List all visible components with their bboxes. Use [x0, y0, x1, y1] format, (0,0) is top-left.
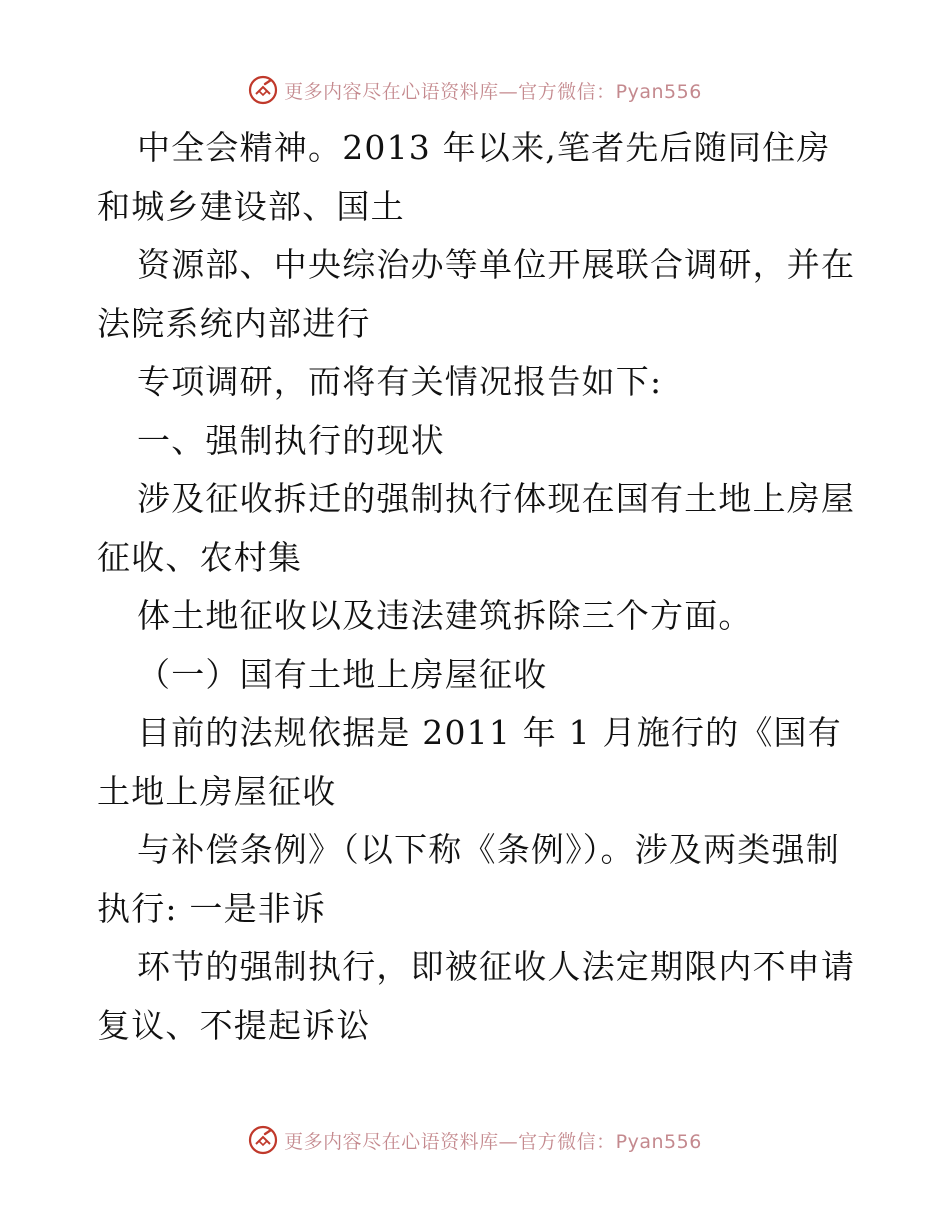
- red-book-pen-icon: [248, 1125, 278, 1155]
- document-body: [97, 119, 857, 1055]
- section-heading: 一、强制执行的现状: [137, 420, 445, 460]
- header-banner: [0, 72, 950, 108]
- paragraph: 与补偿条例》（以下称《条例》）。涉及两类强制执行: 一是非诉: [97, 830, 840, 928]
- paragraph: 专项调研，而将有关情况报告如下:: [137, 362, 663, 401]
- paragraph: 资源部、中央综治办等单位开展联合调研，并在法院系统内部进行: [97, 245, 856, 343]
- subsection-heading: （一）国有土地上房屋征收: [137, 654, 548, 694]
- header-banner-text: 更多内容尽在心语资料库—官方微信：Pyan556: [284, 80, 702, 103]
- red-book-pen-icon: [248, 75, 278, 105]
- paragraph: 涉及征收拆迁的强制执行体现在国有土地上房屋征收、农村集: [97, 479, 856, 577]
- paragraph: 目前的法规依据是 2011 年 1 月施行的《国有土地上房屋征收: [97, 713, 842, 811]
- header-wechat-id: Pyan556: [615, 80, 702, 103]
- paragraph: 中全会精神。2013 年以来,笔者先后随同住房和城乡建设部、国土: [97, 128, 831, 226]
- footer-wechat-id: Pyan556: [615, 1130, 702, 1153]
- paragraph: 环节的强制执行，即被征收人法定期限内不申请复议、不提起诉讼: [97, 947, 856, 1045]
- paragraph: 体土地征收以及违法建筑拆除三个方面。: [137, 596, 753, 635]
- footer-banner-text: 更多内容尽在心语资料库—官方微信：Pyan556: [284, 1130, 702, 1153]
- footer-banner: [0, 1122, 950, 1158]
